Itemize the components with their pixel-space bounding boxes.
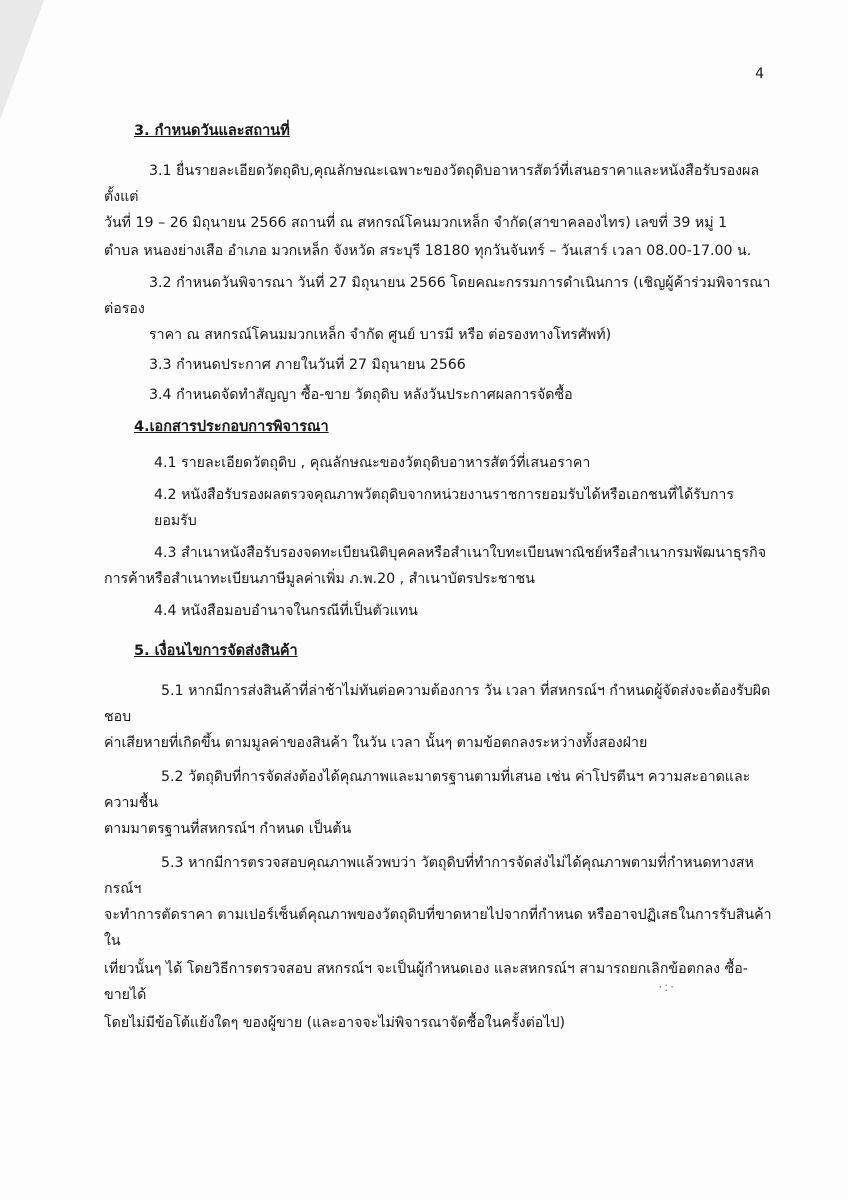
para-3-1-line2: วันที่ 19 – 26 มิถุนายน 2566 สถานที่ ณ สหกรณ์โคนมวกเหล็ก จำกัด(สาขาคลองไทร) เลขที่ 39 หมู่ 1 bbox=[104, 215, 728, 231]
para-4-3-line2: การค้าหรือสำเนาทะเบียนภาษีมูลค่าเพิ่ม ภ.พ.20 , สำเนาบัตรประชาชน bbox=[104, 571, 535, 587]
para-5-2: 5.2 วัตถุดิบที่การจัดส่งต้องได้คุณภาพและมาตรฐานตามที่เสนอ เช่น ค่าโปรตีนฯ ความสะอาดและความชื้น bbox=[104, 769, 751, 811]
para-5-1-line2: ค่าเสียหายที่เกิดขึ้น ตามมูลค่าของสินค้า ในวัน เวลา นั้นๆ ตามข้อตกลงระหว่างทั้งสองฝ่าย bbox=[104, 735, 648, 751]
para-3-3: 3.3 กำหนดประกาศ ภายในวันที่ 27 มิถุนายน 2566 bbox=[149, 357, 466, 373]
stray-marks: ·:· bbox=[658, 980, 676, 994]
section-3-heading: 3. กำหนดวันและสถานที่ bbox=[134, 123, 290, 139]
para-5-3-line3: เที่ยวนั้นๆ ได้ โดยวิธีการตรวจสอบ สหกรณ์ฯ จะเป็นผู้กำหนดเอง และสหกรณ์ฯ สามารถยกเลิกข้อตกลง ซื้อ-ขายได้ bbox=[104, 961, 748, 1003]
para-3-4: 3.4 กำหนดจัดทำสัญญา ซื้อ-ขาย วัตถุดิบ หลังวันประกาศผลการจัดซื้อ bbox=[149, 387, 573, 403]
para-4-3: 4.3 สำเนาหนังสือรับรองจดทะเบียนนิติบุคคลหรือสำเนาใบทะเบียนพาณิชย์หรือสำเนากรมพัฒนาธุรกิจ bbox=[154, 545, 767, 561]
para-3-1: 3.1 ยื่นรายละเอียดวัตถุดิบ,คุณลักษณะเฉพาะของวัตถุดิบอาหารสัตว์ที่เสนอราคาและหนังสือรับรองผล ตั้งแต่ bbox=[104, 163, 760, 205]
page-number: 4 bbox=[755, 66, 764, 82]
para-3-2-line2: ราคา ณ สหกรณ์โคนมมวกเหล็ก จำกัด ศูนย์ บารมี หรือ ต่อรองทางโทรศัพท์) bbox=[149, 327, 612, 343]
para-3-2: 3.2 กำหนดวันพิจารณา วันที่ 27 มิถุนายน 2566 โดยคณะกรรมการดำเนินการ (เชิญผู้ค้าร่วมพิจารณาต่อรอง bbox=[104, 275, 771, 317]
para-5-3-line4: โดยไม่มีข้อโต้แย้งใดๆ ของผู้ขาย (และอาจจะไม่พิจารณาจัดซื้อในครั้งต่อไป) bbox=[104, 1015, 565, 1031]
para-4-2: 4.2 หนังสือรับรองผลตรวจคุณภาพวัตถุดิบจากหน่วยงานราชการยอมรับได้หรือเอกชนที่ได้รับการยอมรับ bbox=[154, 487, 734, 529]
para-5-2-line2: ตามมาตรฐานที่สหกรณ์ฯ กำหนด เป็นต้น bbox=[104, 821, 352, 837]
para-4-1: 4.1 รายละเอียดวัตถุดิบ , คุณลักษณะของวัตถุดิบอาหารสัตว์ที่เสนอราคา bbox=[154, 455, 591, 471]
para-5-1: 5.1 หากมีการส่งสินค้าที่ล่าช้าไม่ทันต่อความต้องการ วัน เวลา ที่สหกรณ์ฯ กำหนดผู้จัดส่งจะต้องรับผิดชอบ bbox=[104, 683, 771, 725]
section-4-heading: 4.เอกสารประกอบการพิจารณา bbox=[134, 419, 329, 435]
section-5-heading: 5. เงื่อนไขการจัดส่งสินค้า bbox=[134, 643, 298, 659]
para-3-1-line3: ตำบล หนองย่างเสือ อำเภอ มวกเหล็ก จังหวัด สระบุรี 18180 ทุกวันจันทร์ – วันเสาร์ เวลา 08.00-17.00 น. bbox=[104, 243, 752, 259]
para-4-4: 4.4 หนังสือมอบอำนาจในกรณีที่เป็นตัวแทน bbox=[154, 603, 418, 619]
para-5-3-line2: จะทำการตัดราคา ตามเปอร์เซ็นต์คุณภาพของวัตถุดิบที่ขาดหายไปจากที่กำหนด หรืออาจปฏิเสธในการรับสินค้าใน bbox=[104, 907, 772, 949]
para-5-3: 5.3 หากมีการตรวจสอบคุณภาพแล้วพบว่า วัตถุดิบที่ทำการจัดส่งไม่ได้คุณภาพตามที่กำหนดทางสหกรณ์ฯ bbox=[104, 855, 754, 897]
document-body bbox=[104, 118, 772, 1038]
folded-corner bbox=[0, 0, 44, 120]
